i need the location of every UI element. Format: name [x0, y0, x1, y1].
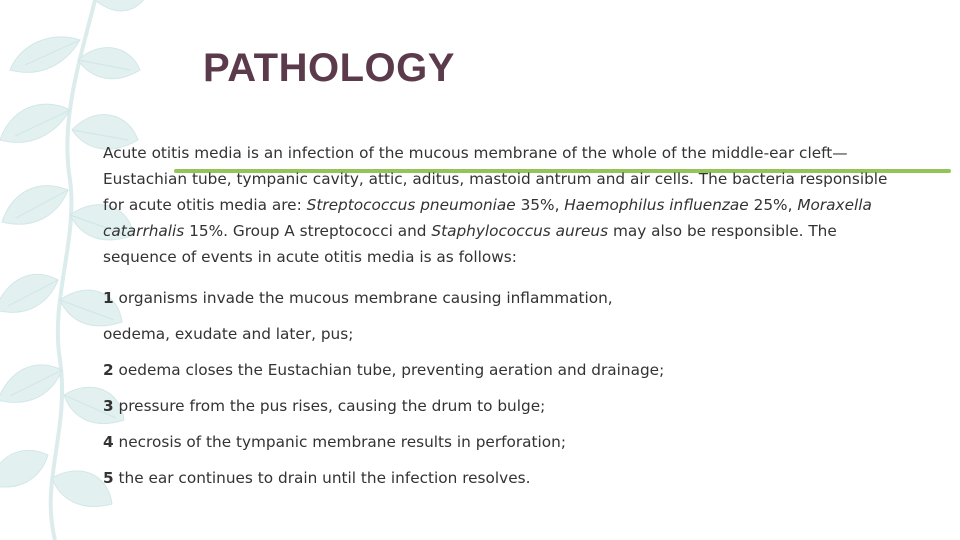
step-number: 2 [103, 361, 114, 379]
step-number: 1 [103, 289, 114, 307]
step-number: 4 [103, 433, 114, 451]
species-name: Staphylococcus aureus [431, 222, 609, 240]
intro-text: 15%. Group A streptococci and [184, 222, 432, 240]
species-name: Haemophilus influenzae [564, 196, 749, 214]
step-text: oedema closes the Eustachian tube, preventing aeration and drainage; [113, 361, 665, 379]
step-item [103, 424, 903, 460]
step-text: necrosis of the tympanic membrane results in perforation; [113, 433, 566, 451]
step-text: pressure from the pus rises, causing the drum to bulge; [113, 397, 546, 415]
step-text: oedema, exudate and later, pus; [103, 325, 354, 343]
slide-body [103, 140, 903, 496]
step-item [103, 460, 903, 496]
step-item [103, 316, 903, 352]
slide-title: PATHOLOGY [203, 46, 455, 90]
step-text: the ear continues to drain until the infection resolves. [113, 469, 531, 487]
species-name: Moraxella catarrhalis [103, 196, 872, 240]
step-item [103, 388, 903, 424]
intro-text: Acute otitis media is an infection of the mucous membrane of the whole of the middle-ear cleft— Eustachian tube, tympanic cavity, attic, aditus, mastoid antrum and air cells. The bacteria responsible for acute otitis media are: [103, 144, 888, 214]
step-item [103, 352, 903, 388]
step-item [103, 280, 903, 316]
species-name: Streptococcus pneumoniae [306, 196, 516, 214]
step-number: 5 [103, 469, 114, 487]
step-number: 3 [103, 397, 114, 415]
intro-text: 25%, [748, 196, 798, 214]
step-text: organisms invade the mucous membrane causing inflammation, [113, 289, 613, 307]
intro-text: 35%, [515, 196, 565, 214]
intro-paragraph [103, 140, 903, 270]
intro-text: may also be responsible. The sequence of events in acute otitis media is as follows: [103, 222, 837, 266]
